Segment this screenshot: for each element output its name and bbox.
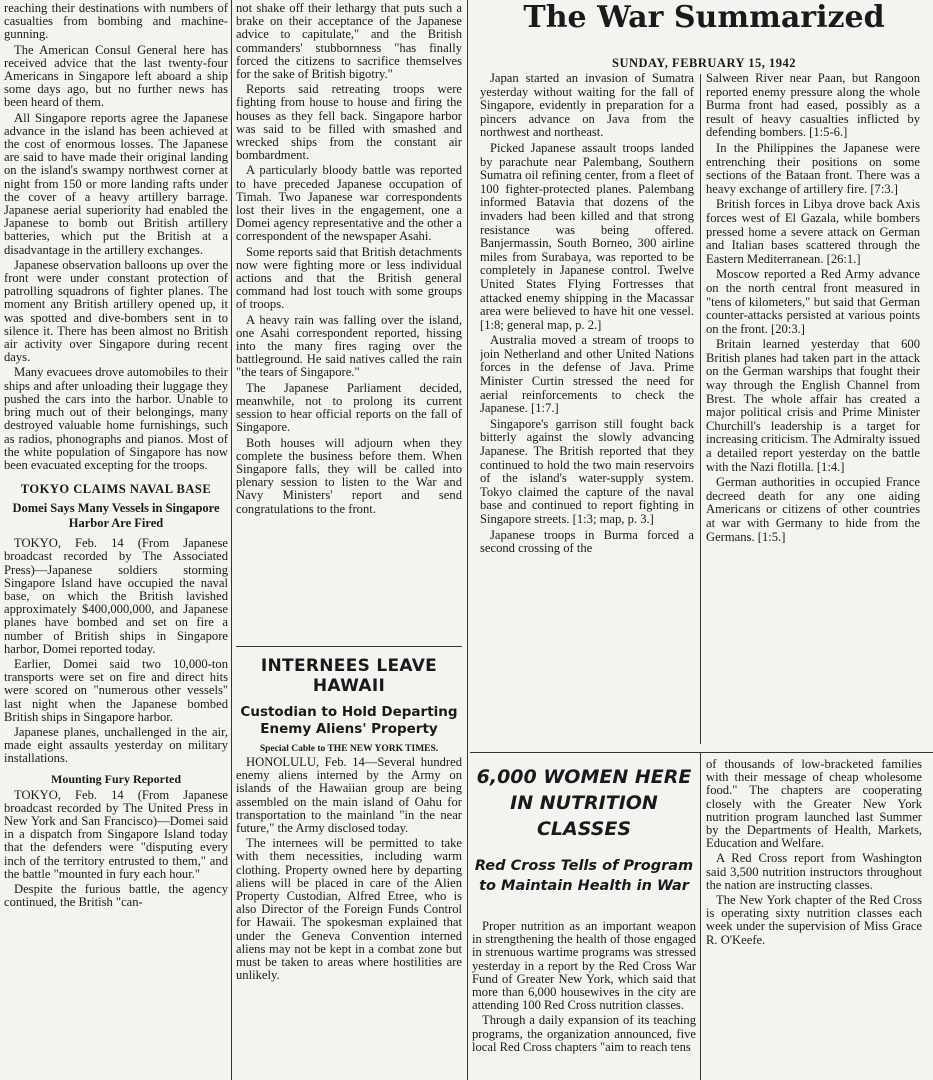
paragraph: British forces in Libya drove back Axis forces west of El Gazala, while bombers pressed home a severe attack on German and Italian bases scattered through the Eastern Mediterranean. [26:1.]: [706, 197, 920, 266]
paragraph: Despite the furious battle, the agency continued, the British "can-: [4, 881, 228, 910]
paragraph: The American Consul General here has received advice that the last twenty-four Americans in Singapore left aboard a ship some days ago, but no further news has been heard of them.: [4, 42, 228, 110]
paragraph: Earlier, Domei said two 10,000-ton transports were set on fire and direct hits were scored on "numerous other vessels" last night when the Japanese bombed British ships in Singapore harbor.: [4, 656, 228, 724]
special-cable-credit: Special Cable to THE NEW YORK TIMES.: [259, 744, 439, 754]
paragraph: HONOLULU, Feb. 14—Several hundred enemy aliens interned by the Army on islands of the Hawaiian group are being assembled on the main island of Oahu for transportation to the mainland "in the near future," the Army disclosed today.: [236, 755, 462, 836]
paragraph: of thousands of low-bracketed families with their message of cheap wholesome food." The chapters are cooperating closely with the Greater New York nutrition program launched last Summer by the Departments of Health, Markets, Education and Welfare.: [706, 758, 922, 851]
singapore-article-continued: [4, 2, 228, 472]
paragraph: Both houses will adjourn when they complete the business before them. When Singapore falls, they will be called into plenary session to listen to the War and Navy Ministers' report and send congratulations to the front.: [236, 435, 462, 516]
paragraph: A heavy rain was falling over the island, one Asahi correspondent reported, hissing into the many fires raging over the battleground. He said natives called the rain "the tears of Singapore.": [236, 312, 462, 380]
war-summary-column-2: [706, 72, 920, 744]
women-subhead: Red Cross Tells of Program to Maintain Health in War: [474, 858, 694, 894]
hawaii-headline: INTERNEES LEAVE HAWAII: [260, 656, 438, 696]
paragraph: Japanese troops in Burma forced a second crossing of the: [480, 527, 694, 556]
paragraph: Japanese planes, unchallenged in the air, made eight assaults yesterday on military installations.: [4, 724, 228, 766]
paragraph: Proper nutrition as an important weapon in strengthening the health of those engaged in strenuous wartime programs was stressed yesterday in a report by the Red Cross War Fund of Greater New York, which said that more than 6,000 housewives in the city are attending 100 Red Cross nutrition classes.: [472, 919, 696, 1013]
women-nutrition-continued: [706, 758, 922, 1080]
article-divider: [470, 752, 933, 753]
column-rule: [700, 74, 701, 744]
paragraph: Singapore's garrison still fought back bitterly against the slowly advancing Japanese. The British reported that they continued to hold the two main reservoirs of the island's water-supply system. Tokyo claimed the capture of the naval base and continued to report fighting in Singapore streets. [1:3; map, p. 3.]: [480, 416, 694, 526]
column-rule: [467, 0, 468, 1080]
fury-subhead: Mounting Fury Reported: [51, 771, 181, 786]
paragraph: Reports said retreating troops were fighting from house to house and firing the houses as they fell back. Singapore harbor was said to be filled with smashed and wrecked ships from the constant air bombardment.: [236, 82, 462, 163]
war-summarized-title: The War Summarized: [523, 0, 885, 35]
paragraph: In the Philippines the Japanese were entrenching their positions on some sections of the Bataan front. There was a heavy exchange of artillery fire. [7:3.]: [706, 140, 920, 196]
paragraph: Japanese observation balloons up over the front were under constant protection of patrolling squadrons of fighter planes. The moment any British artillery opened up, it was spotted and dive-bombers sent in to silence it. There has been almost no British air activity over Singapore during recent days.: [4, 257, 228, 365]
paragraph: Many evacuees drove automobiles to their ships and after unloading their luggage they pushed the cars into the harbor. Unable to bring much out of their belongings, many destroyed valuable home furnishings, such as radios, phonographs and pianos. Most of the white population of Singapore has now been evacuated excepting for the troops.: [4, 365, 228, 472]
paragraph: The internees will be permitted to take with them necessities, including warm clothing. Property owned here by departing aliens will be placed in care of the Alien Property Custodian, Alfred Etree, who is also Director of the Foreign Funds Control for Hawaii. The spokesman explained that under the Geneva Convention interned aliens may not be kept in a combat zone but must be taken to areas where hostilities are unlikely.: [236, 836, 462, 983]
paragraph: Moscow reported a Red Army advance on the north central front measured in "tens of kilometers," but said that German counter-attacks persisted at various points on the front. [20:3.]: [706, 267, 920, 336]
dateline: SUNDAY, FEBRUARY 15, 1942: [612, 56, 796, 70]
paragraph: TOKYO, Feb. 14 (From Japanese broadcast recorded by The Associated Press)—Japanese soldiers storming Singapore Island have occupied the naval base, on which the British lavished approximately $400,000,000, and Japanese planes have bombed and set on fire a number of British ships in Singapore harbor, Domei reported today.: [4, 536, 228, 656]
naval-base-headline: TOKYO CLAIMS NAVAL BASE: [20, 482, 212, 497]
paragraph: reaching their destinations with numbers of casualties from bombing and machine-gunning.: [4, 2, 228, 42]
hawaii-article: [236, 650, 462, 1080]
article-divider: [236, 646, 462, 647]
paragraph: All Singapore reports agree the Japanese advance in the island has been achieved at the cost of enormous losses. The Japanese are said to have made their original landing on the island's swampy northwest corner at night from 150 or more landing rafts under the cover of a heavy artillery barrage. Japanese aerial superiority had enabled the Japanese to bomb out British artillery batteries, which put the British at a disadvantage in the artillery exchanges.: [4, 110, 228, 257]
paragraph: not shake off their lethargy that puts such a brake on their acceptance of the Japanese advice to capitulate," and the British commanders' stubbornness "has finally forced the citizens to sacrifice themselves for the sake of British bigotry.": [236, 2, 462, 82]
column-rule: [231, 0, 232, 1080]
hawaii-subhead: Custodian to Hold Departing Enemy Aliens' Property: [240, 704, 458, 737]
paragraph: The New York chapter of the Red Cross is operating sixty nutrition classes each week under the supervision of Miss Grace R. O'Keefe.: [706, 893, 922, 947]
paragraph: TOKYO, Feb. 14 (From Japanese broadcast recorded by The United Press in New York and San Francisco)—Domei said in a dispatch from Singapore Island today that the defenders were "disputing every inch of the territory entrusted to them," and the battle "mounted in fury each hour.": [4, 787, 228, 881]
paragraph: A particularly bloody battle was reported to have preceded Japanese occupation of Timah. Two Japanese war correspondents lost their lives in the engagement, one a Domei agency representative and the other a correspondent of the newspaper Asahi.: [236, 163, 462, 244]
naval-base-article: [4, 482, 228, 909]
paragraph: Salween River near Paan, but Rangoon reported enemy pressure along the whole Burma front had eased, possibly as a result of heavy casualties inflicted by defending bombers. [1:5-6.]: [706, 72, 920, 140]
paragraph: Japan started an invasion of Sumatra yesterday without waiting for the fall of Singapore, evidently in preparation for a pincers advance on Java from the northwest and northeast.: [480, 72, 694, 140]
column-1: [4, 2, 228, 1080]
paragraph: The Japanese Parliament decided, meanwhile, not to prolong its current session to hear official reports on the fall of Singapore.: [236, 380, 462, 435]
paragraph: A Red Cross report from Washington said 3,500 nutrition instructors throughout the nation are instructing classes.: [706, 851, 922, 892]
column-rule: [700, 752, 701, 1080]
paragraph: Some reports said that British detachments now were fighting more or less individual actions and that the British general command had lost touch with some groups of troops.: [236, 244, 462, 312]
women-nutrition-article: [472, 758, 696, 1080]
paragraph: Picked Japanese assault troops landed by parachute near Palembang, Southern Sumatra oil refining center, from a fleet of 100 fighter-protected planes. Palembang informed Batavia that dozens of the invaders had been killed and that strong resistance was being offered. Banjermassin, South Borneo, 300 airline miles from Surabaya, was reported to be completely in Japanese control. Twelve United States Flying Fortresses that attacked enemy shipping in the Macassar area were believed to have hit one vessel. [1:8; general map, p. 2.]: [480, 140, 694, 332]
column-2: [236, 2, 462, 642]
paragraph: Through a daily expansion of its teaching programs, the organization announced, five local Red Cross chapters "aim to reach tens: [472, 1013, 696, 1054]
paragraph: Britain learned yesterday that 600 British planes had taken part in the attack on the German warships that fought their way through the English Channel from Brest. The whole affair has created a major political crisis and Prime Minister Churchill's leadership is a target for increasing criticism. The Admiralty issued a detailed report yesterday on the battle with the Nazi flotilla. [1:4.]: [706, 337, 920, 474]
women-headline: 6,000 WOMEN HERE IN NUTRITION CLASSES: [476, 766, 692, 840]
war-summary-column-1: [480, 72, 694, 744]
naval-base-subhead: Domei Says Many Vessels in Singapore Harbor Are Fired: [12, 501, 220, 531]
paragraph: German authorities in occupied France decreed death for any one aiding Americans or citizens of other countries at war with Germany to hide from the Germans. [1:5.]: [706, 475, 920, 544]
paragraph: Australia moved a stream of troops to join Netherland and other United Nations forces in the defense of Java. Prime Minister Curtin stressed the need for aerial reinforcements to check the Japanese. [1:7.]: [480, 333, 694, 416]
